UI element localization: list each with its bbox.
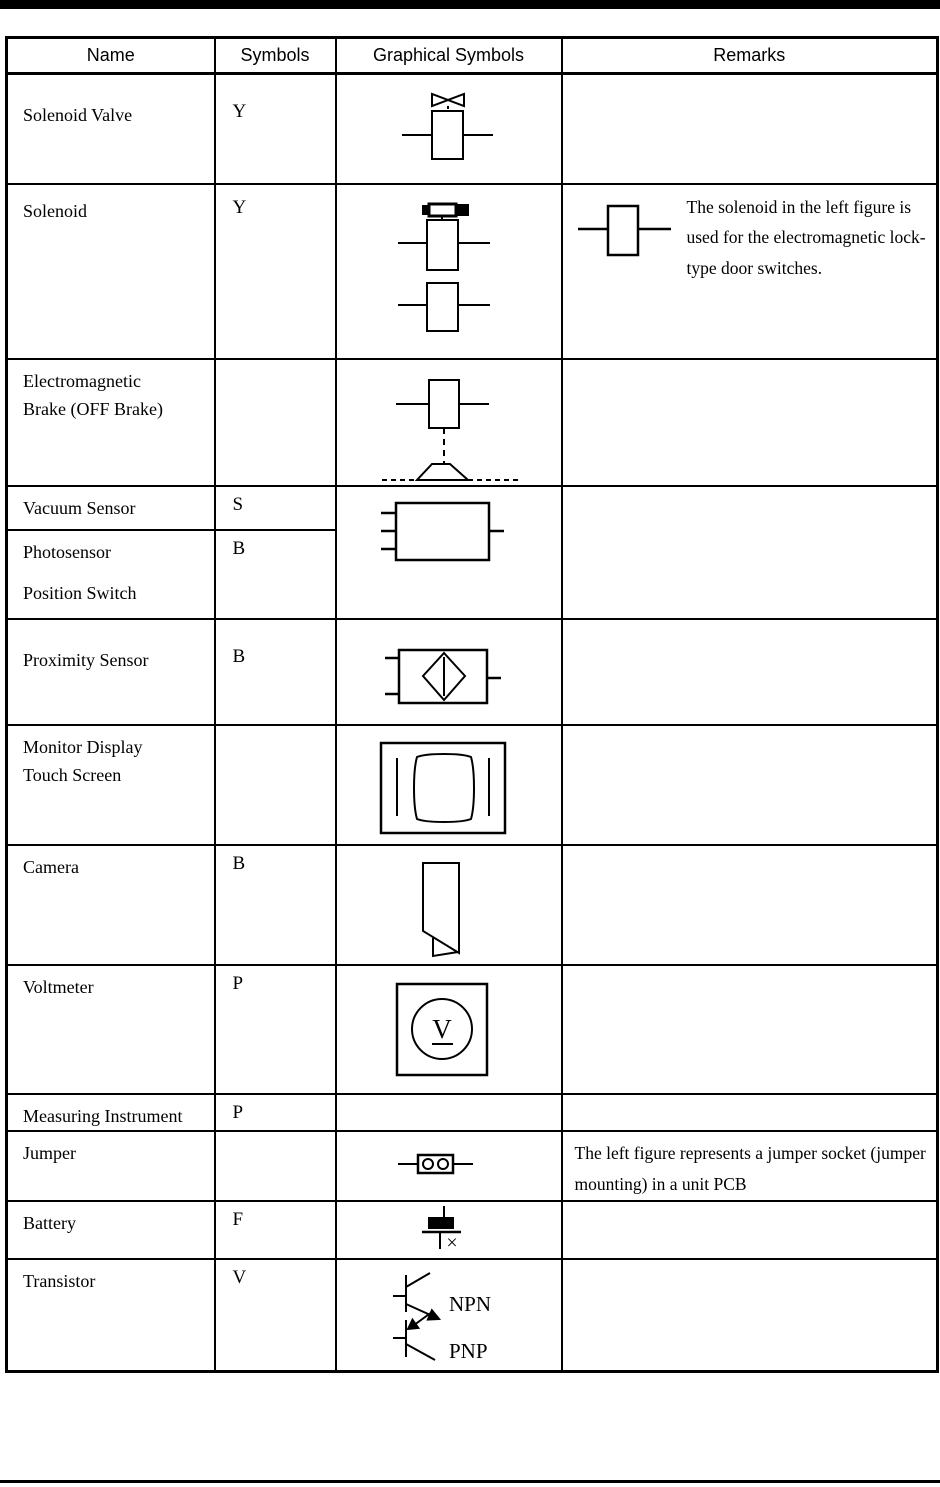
transistor-icon <box>337 1260 559 1369</box>
remarks-sensors <box>562 486 938 619</box>
name-vacuum-sensor: Vacuum Sensor <box>7 486 215 530</box>
name-transistor: Transistor <box>7 1259 215 1372</box>
em-brake-name-line2: Brake (OFF Brake) <box>23 399 163 420</box>
camera-icon <box>337 846 559 962</box>
graphic-em-brake <box>336 359 562 486</box>
npn-label: NPN <box>448 1291 491 1316</box>
em-brake-name-line1: Electromagnetic <box>23 370 141 391</box>
name-solenoid: Solenoid <box>7 184 215 359</box>
remarks-camera <box>562 845 938 965</box>
solenoid-remark-figure-icon <box>563 185 683 275</box>
solenoid-valve-icon <box>337 75 559 181</box>
page-bottom-rule <box>0 1480 940 1483</box>
monitor-touchscreen-icon <box>337 726 559 842</box>
page-top-rule <box>0 0 940 9</box>
photosensor-name-line1: Photosensor <box>23 541 112 562</box>
graphic-transistor <box>336 1259 562 1372</box>
graphic-solenoid-valve <box>336 74 562 184</box>
em-brake-icon <box>337 360 559 483</box>
graphic-battery <box>336 1201 562 1259</box>
name-camera: Camera <box>7 845 215 965</box>
symbol-letter-solenoid: Y <box>215 184 336 359</box>
header-remarks: Remarks <box>562 38 938 74</box>
row-jumper <box>7 1131 938 1200</box>
name-battery: Battery <box>7 1201 215 1259</box>
remarks-measuring-instrument <box>562 1094 938 1132</box>
header-symbols: Symbols <box>215 38 336 74</box>
remarks-solenoid <box>562 184 938 359</box>
row-solenoid <box>7 184 938 359</box>
voltmeter-icon <box>337 966 559 1091</box>
symbol-letter-jumper <box>215 1131 336 1200</box>
name-solenoid-valve: Solenoid Valve <box>7 74 215 184</box>
symbol-letter-voltmeter: P <box>215 965 336 1094</box>
symbol-letter-monitor <box>215 725 336 845</box>
proximity-sensor-icon <box>337 620 559 722</box>
row-vacuum-sensor <box>7 486 938 530</box>
symbol-letter-vacuum-sensor: S <box>215 486 336 530</box>
remarks-voltmeter <box>562 965 938 1094</box>
solenoid-icon <box>337 185 559 356</box>
symbols-table <box>5 36 939 1373</box>
symbol-letter-photosensor: B <box>215 530 336 619</box>
row-measuring-instrument <box>7 1094 938 1132</box>
remarks-jumper <box>562 1131 938 1200</box>
jumper-remark-text: The left figure represents a jumper socket (jumper mounting) in a unit PCB <box>574 1143 926 1194</box>
row-solenoid-valve <box>7 74 938 184</box>
monitor-name-line1: Monitor Display <box>23 736 143 757</box>
graphic-jumper <box>336 1131 562 1200</box>
symbol-letter-camera: B <box>215 845 336 965</box>
remarks-monitor <box>562 725 938 845</box>
monitor-name-line2: Touch Screen <box>23 765 122 786</box>
graphic-proximity-sensor <box>336 619 562 725</box>
graphic-monitor <box>336 725 562 845</box>
solenoid-remark-text: The solenoid in the left figure is used for the electromagnetic lock-type door switches. <box>686 196 926 278</box>
symbols-table-wrapper <box>5 36 939 1373</box>
symbol-letter-em-brake <box>215 359 336 486</box>
voltmeter-dial-letter: V <box>431 1013 452 1044</box>
symbol-letter-proximity-sensor: B <box>215 619 336 725</box>
name-jumper: Jumper <box>7 1131 215 1200</box>
row-voltmeter <box>7 965 938 1094</box>
row-camera <box>7 845 938 965</box>
name-measuring-instrument: Measuring Instrument <box>7 1094 215 1132</box>
pnp-label: PNP <box>448 1338 488 1363</box>
jumper-icon <box>337 1132 559 1188</box>
name-voltmeter: Voltmeter <box>7 965 215 1094</box>
symbol-letter-battery: F <box>215 1201 336 1259</box>
remarks-proximity-sensor <box>562 619 938 725</box>
row-proximity-sensor <box>7 619 938 725</box>
remarks-solenoid-valve <box>562 74 938 184</box>
remarks-em-brake <box>562 359 938 486</box>
header-row <box>7 38 938 74</box>
battery-cross-mark: × <box>445 1231 458 1254</box>
graphic-camera <box>336 845 562 965</box>
row-em-brake <box>7 359 938 486</box>
graphic-measuring-instrument <box>336 1094 562 1132</box>
graphic-sensor-block <box>336 486 562 619</box>
symbol-letter-measuring-instrument: P <box>215 1094 336 1132</box>
graphic-voltmeter <box>336 965 562 1094</box>
remarks-battery <box>562 1201 938 1259</box>
row-transistor <box>7 1259 938 1372</box>
header-name: Name <box>7 38 215 74</box>
row-monitor <box>7 725 938 845</box>
name-photosensor <box>7 530 215 619</box>
graphic-solenoid <box>336 184 562 359</box>
sensor-block-icon <box>337 487 559 616</box>
remarks-transistor <box>562 1259 938 1372</box>
name-monitor <box>7 725 215 845</box>
symbol-letter-transistor: V <box>215 1259 336 1372</box>
name-em-brake <box>7 359 215 486</box>
header-graphical-symbols: Graphical Symbols <box>336 38 562 74</box>
symbol-letter-solenoid-valve: Y <box>215 74 336 184</box>
photosensor-name-line2: Position Switch <box>23 583 137 604</box>
name-proximity-sensor: Proximity Sensor <box>7 619 215 725</box>
row-battery <box>7 1201 938 1259</box>
battery-icon <box>337 1202 559 1256</box>
